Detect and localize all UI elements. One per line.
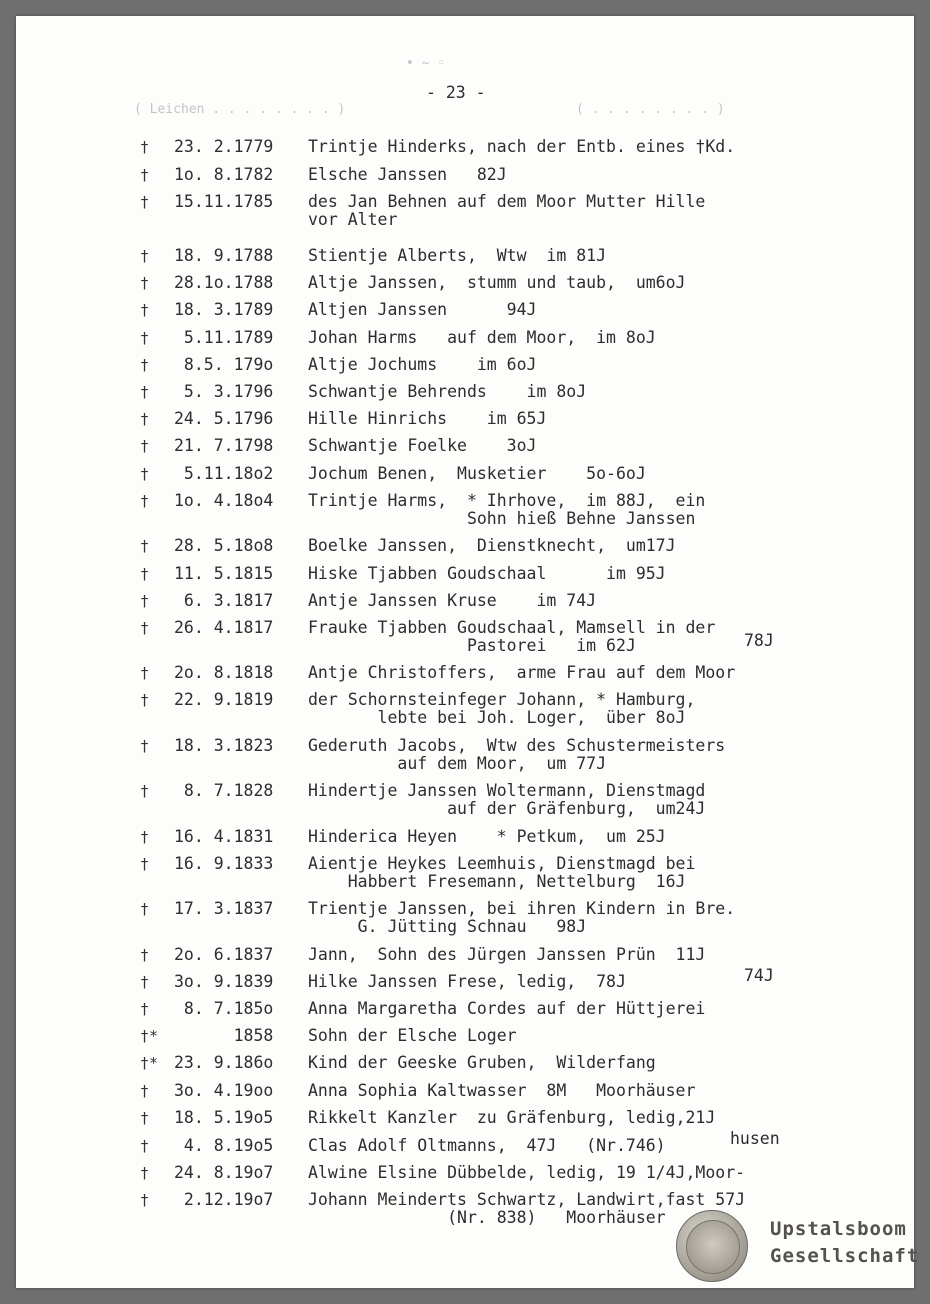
- cross-mark: †: [140, 1000, 150, 1018]
- entry-date: 18. 3.1789: [174, 300, 274, 319]
- entry-date: 24. 8.19o7: [174, 1163, 274, 1182]
- entry-date: 24. 5.1796: [174, 409, 274, 428]
- entry-text: Schwantje Foelke 3oJ: [308, 436, 537, 455]
- entry-text: Johann Meinderts Schwartz, Landwirt,fast 57J: [308, 1190, 746, 1209]
- cross-mark: †*: [140, 1027, 159, 1045]
- cross-mark: †: [140, 1082, 150, 1100]
- entry-continuation: auf der Gräfenburg, um24J: [308, 799, 706, 818]
- entry-text: Schwantje Behrends im 8oJ: [308, 382, 587, 401]
- entry-continuation: Sohn hieß Behne Janssen: [308, 509, 696, 528]
- entry-text: Hinderica Heyen * Petkum, um 25J: [308, 827, 666, 846]
- entry-text: Hilke Janssen Frese, ledig, 78J: [308, 972, 626, 991]
- cross-mark: †: [140, 383, 150, 401]
- faint-bleedthrough-right: ( . . . . . . . . ): [576, 102, 725, 117]
- cross-mark: †: [140, 274, 150, 292]
- entry-date: 28.1o.1788: [174, 273, 274, 292]
- cross-mark: †: [140, 410, 150, 428]
- entry-text: Johan Harms auf dem Moor, im 8oJ: [308, 328, 656, 347]
- entry-date: 3o. 4.19oo: [174, 1081, 274, 1100]
- entry-continuation: lebte bei Joh. Loger, über 8oJ: [308, 708, 686, 727]
- entry-text: Anna Margaretha Cordes auf der Hüttjerei: [308, 999, 706, 1018]
- entry-date: 4. 8.19o5: [174, 1136, 274, 1155]
- cross-mark: †: [140, 138, 150, 156]
- entry-date: 2.12.19o7: [174, 1190, 274, 1209]
- cross-mark: †: [140, 691, 150, 709]
- entry-text: Trientje Janssen, bei ihren Kindern in Bre.: [308, 899, 736, 918]
- entry-date: 2o. 8.1818: [174, 663, 274, 682]
- entry-date: 28. 5.18o8: [174, 536, 274, 555]
- cross-mark: †: [140, 437, 150, 455]
- faint-mark-top: • ~ ◦: [406, 56, 446, 71]
- page-number: - 23 -: [426, 83, 486, 102]
- cross-mark: †: [140, 855, 150, 873]
- entry-text: Elsche Janssen 82J: [308, 165, 507, 184]
- entry-text: Jann, Sohn des Jürgen Janssen Prün 11J: [308, 945, 706, 964]
- faint-bleedthrough-left: ( Leichen . . . . . . . . ): [134, 102, 346, 117]
- entry-date: 22. 9.1819: [174, 690, 274, 709]
- entry-date: 16. 4.1831: [174, 827, 274, 846]
- entry-date: 26. 4.1817: [174, 618, 274, 637]
- margin-note-78j: 78J: [744, 631, 774, 650]
- entry-text: Altjen Janssen 94J: [308, 300, 537, 319]
- entry-text: Clas Adolf Oltmanns, 47J (Nr.746): [308, 1136, 666, 1155]
- cross-mark: †: [140, 592, 150, 610]
- cross-mark: †: [140, 1191, 150, 1209]
- entry-text: Alwine Elsine Dübbelde, ledig, 19 1/4J,Moor-: [308, 1163, 746, 1182]
- entry-date: 8.5. 179o: [174, 355, 274, 374]
- entry-continuation: Pastorei im 62J: [308, 636, 636, 655]
- entry-text: der Schornsteinfeger Johann, * Hamburg,: [308, 690, 696, 709]
- entry-date: 5.11.1789: [174, 328, 274, 347]
- entry-date: 15.11.1785: [174, 192, 274, 211]
- cross-mark: †: [140, 565, 150, 583]
- entry-date: 8. 7.1828: [174, 781, 274, 800]
- seal-icon: [676, 1210, 748, 1282]
- entry-continuation: vor Alter: [308, 210, 398, 229]
- entry-date: 17. 3.1837: [174, 899, 274, 918]
- cross-mark: †: [140, 828, 150, 846]
- entry-text: Trintje Harms, * Ihrhove, im 88J, ein: [308, 491, 706, 510]
- cross-mark: †: [140, 465, 150, 483]
- watermark-line1: Upstalsboom: [770, 1218, 907, 1240]
- cross-mark: †*: [140, 1054, 159, 1072]
- cross-mark: †: [140, 537, 150, 555]
- cross-mark: †: [140, 166, 150, 184]
- entry-text: Hille Hinrichs im 65J: [308, 409, 547, 428]
- entry-text: Altje Jochums im 6oJ: [308, 355, 537, 374]
- watermark-line2: Gesellschaft: [770, 1245, 920, 1267]
- entry-text: Hiske Tjabben Goudschaal im 95J: [308, 564, 666, 583]
- entry-date: 2o. 6.1837: [174, 945, 274, 964]
- cross-mark: †: [140, 782, 150, 800]
- cross-mark: †: [140, 946, 150, 964]
- entry-text: Stientje Alberts, Wtw im 81J: [308, 246, 607, 265]
- cross-mark: †: [140, 900, 150, 918]
- entry-continuation: G. Jütting Schnau 98J: [308, 917, 587, 936]
- entry-text: Anna Sophia Kaltwasser 8M Moorhäuser: [308, 1081, 696, 1100]
- entry-date: 8. 7.185o: [174, 999, 274, 1018]
- entry-text: des Jan Behnen auf dem Moor Mutter Hille: [308, 192, 706, 211]
- entry-date: 23. 2.1779: [174, 137, 274, 156]
- cross-mark: †: [140, 193, 150, 211]
- cross-mark: †: [140, 737, 150, 755]
- cross-mark: †: [140, 492, 150, 510]
- entry-date: 3o. 9.1839: [174, 972, 274, 991]
- entry-text: Trintje Hinderks, nach der Entb. eines †Kd.: [308, 137, 736, 156]
- entry-text: Boelke Janssen, Dienstknecht, um17J: [308, 536, 676, 555]
- entry-text: Antje Christoffers, arme Frau auf dem Moor: [308, 663, 736, 682]
- entry-text: Aientje Heykes Leemhuis, Dienstmagd bei: [308, 854, 696, 873]
- entry-date: 23. 9.186o: [174, 1053, 274, 1072]
- cross-mark: †: [140, 973, 150, 991]
- entry-date: 1o. 8.1782: [174, 165, 274, 184]
- cross-mark: †: [140, 664, 150, 682]
- entry-date: 5. 3.1796: [174, 382, 274, 401]
- cross-mark: †: [140, 1137, 150, 1155]
- entry-date: 11. 5.1815: [174, 564, 274, 583]
- entry-date: 18. 3.1823: [174, 736, 274, 755]
- entry-text: Kind der Geeske Gruben, Wilderfang: [308, 1053, 656, 1072]
- entry-continuation: (Nr. 838) Moorhäuser: [308, 1208, 666, 1227]
- cross-mark: †: [140, 1164, 150, 1182]
- cross-mark: †: [140, 1109, 150, 1127]
- entry-text: Sohn der Elsche Loger: [308, 1026, 517, 1045]
- entry-text: Gederuth Jacobs, Wtw des Schustermeisters: [308, 736, 726, 755]
- entry-date: 5.11.18o2: [174, 464, 274, 483]
- entry-date: 6. 3.1817: [174, 591, 274, 610]
- margin-note-husen: husen: [730, 1129, 780, 1148]
- document-page: [16, 16, 920, 1288]
- entry-text: Jochum Benen, Musketier 5o-6oJ: [308, 464, 646, 483]
- entry-text: Frauke Tjabben Goudschaal, Mamsell in der: [308, 618, 716, 637]
- entry-date: 21. 7.1798: [174, 436, 274, 455]
- entry-date: 18. 5.19o5: [174, 1108, 274, 1127]
- entry-continuation: auf dem Moor, um 77J: [308, 754, 607, 773]
- cross-mark: †: [140, 247, 150, 265]
- cross-mark: †: [140, 356, 150, 374]
- entry-date: 1858: [174, 1026, 274, 1045]
- entry-date: 1o. 4.18o4: [174, 491, 274, 510]
- cross-mark: †: [140, 301, 150, 319]
- entry-date: 16. 9.1833: [174, 854, 274, 873]
- margin-note-74j: 74J: [744, 966, 774, 985]
- entry-date: 18. 9.1788: [174, 246, 274, 265]
- entry-continuation: Habbert Fresemann, Nettelburg 16J: [308, 872, 686, 891]
- cross-mark: †: [140, 619, 150, 637]
- entry-text: Altje Janssen, stumm und taub, um6oJ: [308, 273, 686, 292]
- entry-text: Antje Janssen Kruse im 74J: [308, 591, 597, 610]
- entry-text: Rikkelt Kanzler zu Gräfenburg, ledig,21J: [308, 1108, 716, 1127]
- entry-text: Hindertje Janssen Woltermann, Dienstmagd: [308, 781, 706, 800]
- cross-mark: †: [140, 329, 150, 347]
